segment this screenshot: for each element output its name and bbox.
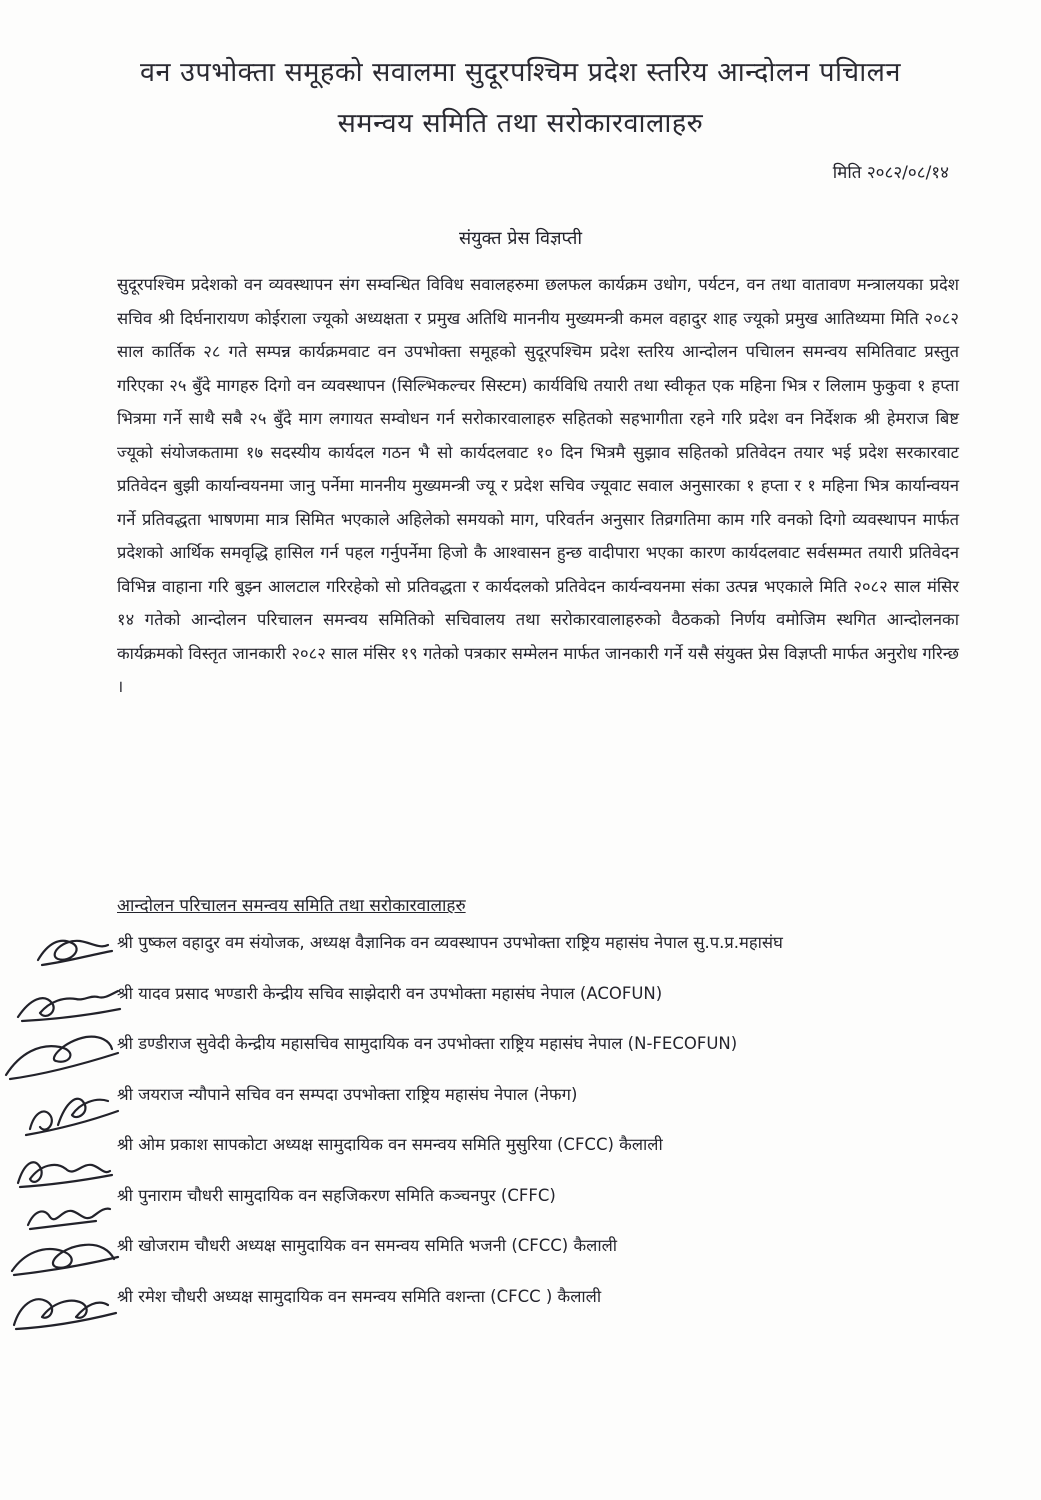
signatory-2: श्री यादव प्रसाद भण्डारी केन्द्रीय सचिव साझेदारी वन उपभोक्ता महासंघ नेपाल (ACOFUN)	[117, 983, 663, 1003]
signature-2	[18, 991, 120, 1021]
signatory-8: श्री रमेश चौधरी अध्यक्ष सामुदायिक वन समन्वय समिति वशन्ता (CFCC ) कैलाली	[117, 1286, 602, 1306]
document-title-line-2: समन्वय समिति तथा सरोकारवालाहरु	[337, 108, 704, 139]
signatory-list	[117, 926, 977, 1330]
signature-3	[6, 1037, 118, 1079]
signature-1	[38, 941, 112, 965]
signatory-7: श्री खोजराम चौधरी अध्यक्ष सामुदायिक वन समन्वय समिति भजनी (CFCC) कैलाली	[117, 1236, 618, 1255]
signatory-1: श्री पुष्कल वहादुर वम संयोजक, अध्यक्ष वैज्ञानिक वन व्यवस्थापन उपभोक्ता राष्ट्रिय महासंघ नेपाल सु.प.प्र.महासंघ	[117, 933, 783, 952]
press-release-body: सुदूरपश्चिम प्रदेशको वन व्यवस्थापन संग सम्वन्धित विविध सवालहरुमा छलफल कार्यक्रम उधोग, पर्यटन, वन तथा वातावण मन्त्रालयका प्रदेश सचिव श्री दिर्घनारायण कोईराला ज्यूको अध्यक्षता र प्रमुख अतिथि माननीय मुख्यमन्त्री कमल वहादुर शाह ज्यूको प्रमुख आतिथ्यमा मिति २०८२ साल कार्तिक २८ गते सम्पन्न कार्यक्रमवाट वन उपभोक्ता समूहको सुदूरपश्चिम प्रदेश स्तरिय आन्दोलन पचिालन समन्वय समितिवाट प्रस्तुत गरिएका २५ बुँदे मागहरु दिगो वन व्यवस्थापन (सिल्भिकल्चर सिस्टम) कार्यविधि तयारी तथा स्वीकृत एक महिना भित्र र लिलाम फुकुवा १ हप्ता भित्रमा गर्ने साथै सबै २५ बुँदे माग लगायत सम्वोधन गर्न सरोकारवालाहरु सहितको सहभागीता रहने गरि प्रदेश वन निर्देशक श्री हेमराज बिष्ट ज्यूको संयोजकतामा १७ सदस्यीय कार्यदल गठन भै सो कार्यदलवाट १० दिन भित्रमै सुझाव सहितको प्रतिवेदन तयार भई प्रदेश सरकारवाट प्रतिवेदन बुझी कार्यान्वयनमा जानु पर्नेमा माननीय मुख्यमन्त्री ज्यू र प्रदेश सचिव ज्यूवाट सवाल अनुसारका १ हप्ता र १ महिना भित्र कार्यान्वयन गर्ने प्रतिवद्धता भाषणमा मात्र सिमित भएकाले अहिलेको समयको माग, परिवर्तन अनुसार तिव्रगतिमा काम गरि वनको दिगो व्यवस्थापन मार्फत प्रदेशको आर्थिक समवृद्धि हासिल गर्न पहल गर्नुपर्नेमा हिजो कै आश्वासन हुन्छ वादीपारा भएका कारण कार्यदलवाट सर्वसम्मत तयारी प्रतिवेदन विभिन्न वाहाना गरि बुझ्न आलटाल गरिरहेको सो प्रतिवद्धता र कार्यदलको प्रतिवेदन कार्यन्वयनमा संका उत्पन्न भएकाले मिति २०८२ साल मंसिर १४ गतेको आन्दोलन परिचालन समन्वय समितिको सचिवालय तथा सरोकारवालाहरुको वैठकको निर्णय वमोजिम स्थगित आन्दोलनका कार्यक्रमको विस्तृत जानकारी २०८२ साल मंसिर १९ गतेको पत्रकार सम्मेलन मार्फत जानकारी गर्ने यसै संयुक्त प्रेस विज्ञप्ती मार्फत अनुरोध गरिन्छ ।	[117, 275, 959, 696]
signatures-drawing	[0, 925, 135, 1345]
signatory-5: श्री ओम प्रकाश सापकोटा अध्यक्ष सामुदायिक वन समन्वय समिति मुसुरिया (CFCC) कैलाली	[117, 1135, 663, 1154]
signatory-3: श्री डण्डीराज सुवेदी केन्द्रीय महासचिव सामुदायिक वन उपभोक्ता राष्ट्रिय महासंघ नेपाल (N-FECOFUN)	[117, 1034, 738, 1053]
document-title-line-1: वन उपभोक्ता समूहको सवालमा सुदूरपश्चिम प्रदेश स्तरिय आन्दोलन पचिालन	[140, 57, 901, 88]
signature-5	[18, 1162, 112, 1187]
signature-8	[14, 1299, 116, 1329]
signature-6	[28, 1209, 110, 1229]
document-date: मिति २०८२/०८/१४	[832, 163, 949, 183]
handwritten-signatures	[0, 925, 135, 1345]
committee-heading: आन्दोलन परिचालन समन्वय समिति तथा सरोकारवालाहरु	[117, 896, 466, 916]
signature-7	[12, 1245, 118, 1275]
signatory-4: श्री जयराज न्यौपाने सचिव वन सम्पदा उपभोक्ता राष्ट्रिय महासंघ नेपाल (नेफग)	[117, 1084, 578, 1104]
press-release-heading: संयुक्त प्रेस विज्ञप्ती	[458, 228, 583, 249]
signature-4	[26, 1099, 118, 1135]
signatory-6: श्री पुनाराम चौधरी सामुदायिक वन सहजिकरण समिति कञ्चनपुर (CFFC)	[117, 1185, 556, 1205]
